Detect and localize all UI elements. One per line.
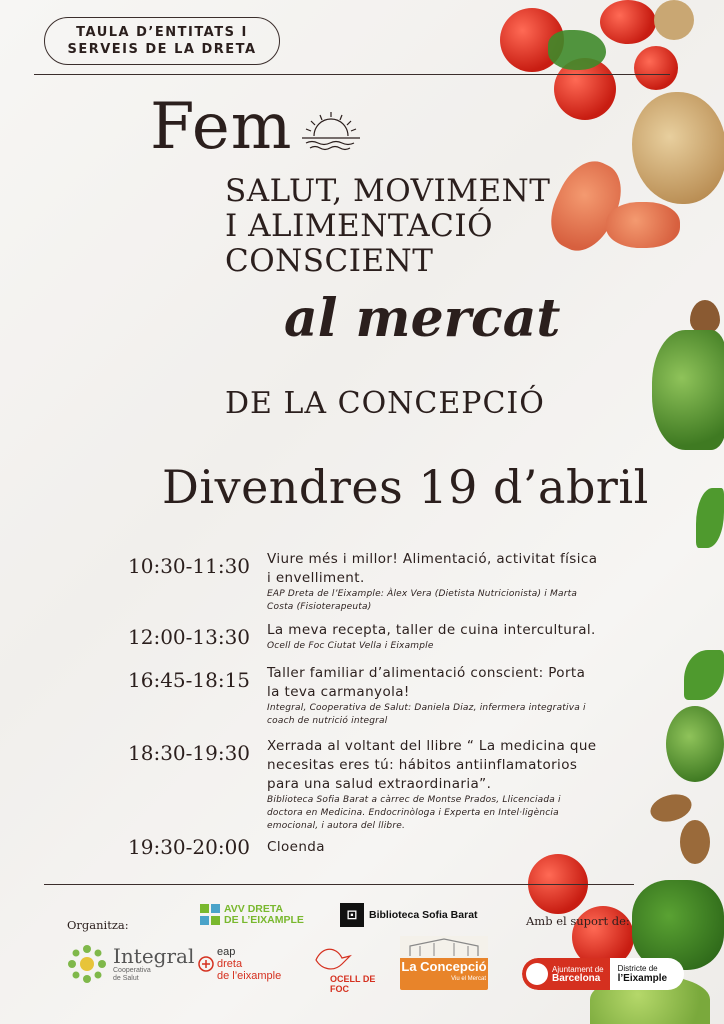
market-building-icon (400, 936, 488, 958)
integral-sub-1: Cooperativa (113, 967, 151, 974)
event-speaker-line: coach de nutrició integral (267, 716, 388, 726)
organitza-label: Organitza: (67, 918, 129, 932)
headline-line-3: CONSCIENT (225, 243, 434, 279)
sweet-potato-icon (606, 202, 680, 248)
event-speaker-line: Ocell de Foc Ciutat Vella i Eixample (267, 641, 434, 651)
event-title (267, 737, 617, 794)
event-speaker-line: EAP Dreta de l’Eixample: Àlex Vera (Dietista Nutricionista) i Marta (267, 589, 578, 599)
avv-logo (200, 904, 304, 926)
event-time: 19:30-20:00 (128, 835, 251, 859)
ocell-name: OCELL DE FOC (330, 974, 376, 994)
headline-place: DE LA CONCEPCIÓ (225, 386, 545, 421)
event-title (267, 621, 617, 640)
event-title-line: para una salud extraordinaria”. (267, 776, 492, 792)
ajuntament-line-1: Ajuntament de (552, 965, 604, 974)
bird-icon (312, 944, 352, 974)
event-time: 16:45-18:15 (128, 668, 251, 692)
plus-circle-icon (198, 956, 214, 972)
headline-line-1: SALUT, MOVIMENT (225, 173, 551, 209)
event-time: 18:30-19:30 (128, 741, 251, 765)
biblioteca-logo (340, 903, 478, 927)
avv-line-2: DE L’EIXAMPLE (224, 914, 304, 926)
herb-icon (548, 30, 606, 70)
ocell-logo (312, 944, 378, 994)
integral-name: Integral (113, 944, 195, 968)
potato-icon (632, 92, 724, 204)
event-speaker-line: doctora en Medicina. Endocrinòloga i Experta en Intel·ligència (267, 808, 559, 818)
suport-label: Amb el suport de: (526, 914, 630, 928)
concepcio-tagline: Viu el Mercat (451, 976, 486, 982)
eap-logo (198, 946, 281, 982)
event-speaker-line: Costa (Fisioterapeuta) (267, 602, 372, 612)
tomato-icon (634, 46, 678, 90)
event-speaker-line: Integral, Cooperativa de Salut: Daniela Diaz, infermera integrativa i (267, 703, 586, 713)
header-divider (34, 74, 670, 75)
concepcio-logo (400, 936, 488, 990)
headline-script: al mercat (284, 288, 561, 349)
integral-sub-2: de Salut (113, 975, 139, 982)
avv-icon (200, 904, 220, 926)
event-title-line: i envelliment. (267, 570, 365, 586)
districte-line-2: l’Eixample (617, 973, 668, 984)
event-title-line: Taller familiar d’alimentació conscient: Porta (267, 665, 586, 681)
event-date: Divendres 19 d’abril (162, 460, 649, 514)
event-title (267, 550, 617, 588)
districte-line-1: Districte de (617, 964, 658, 973)
potato-icon (654, 0, 694, 40)
event-time: 10:30-11:30 (128, 554, 251, 578)
badge-line-1: TAULA D’ENTITATS I (76, 25, 248, 40)
eap-line-2: dreta (217, 958, 243, 970)
sun-icon (300, 108, 362, 152)
ajuntament-line-2: Barcelona (552, 973, 601, 984)
event-title (267, 664, 617, 702)
leaf-icon (684, 650, 724, 700)
biblioteca-icon: ⊡ (340, 903, 364, 927)
ajuntament-logo (522, 958, 684, 990)
event-speaker (267, 640, 617, 653)
event-title (267, 838, 617, 857)
event-time: 12:00-13:30 (128, 625, 251, 649)
barcelona-shield-icon (526, 963, 548, 985)
eap-line-3: de l’eixample (217, 970, 282, 982)
almond-icon (680, 820, 710, 864)
eap-line-1: eap (217, 946, 236, 958)
headline-fem: Fem (150, 90, 293, 164)
event-title-line: necesitas eres tú: hábitos antiinflamatorios (267, 757, 578, 773)
event-speaker-line: Biblioteca Sofia Barat a càrrec de Montse Prados, Llicenciada i (267, 795, 561, 805)
event-title-line: la teva carmanyola! (267, 684, 410, 700)
integral-flower-icon (67, 944, 107, 984)
headline-line-2: I ALIMENTACIÓ (225, 208, 494, 244)
headline-title (225, 174, 550, 279)
broccoli-icon (666, 706, 724, 782)
event-speaker (267, 588, 617, 614)
event-title-line: Xerrada al voltant del llibre “ La medicina que (267, 738, 597, 754)
event-title-line: Cloenda (267, 839, 325, 855)
leaf-icon (696, 488, 724, 548)
almond-icon (690, 300, 720, 334)
organizer-badge (44, 17, 280, 65)
footer-divider (44, 884, 634, 885)
event-speaker (267, 702, 617, 728)
event-speaker (267, 794, 617, 833)
event-speaker-line: emocional, i autora del llibre. (267, 821, 406, 831)
biblioteca-name: Biblioteca Sofia Barat (369, 909, 478, 921)
broccoli-icon (652, 330, 724, 450)
avv-line-1: AVV DRETA (224, 903, 284, 915)
event-title-line: Viure més i millor! Alimentació, activitat física (267, 551, 598, 567)
tomato-icon (600, 0, 656, 44)
integral-logo (67, 944, 194, 984)
concepcio-name: La Concepció (401, 959, 487, 974)
badge-line-2: SERVEIS DE LA DRETA (67, 42, 257, 57)
cucumber-icon (632, 880, 724, 970)
event-title-line: La meva recepta, taller de cuina intercultural. (267, 622, 596, 638)
almond-icon (647, 790, 694, 826)
